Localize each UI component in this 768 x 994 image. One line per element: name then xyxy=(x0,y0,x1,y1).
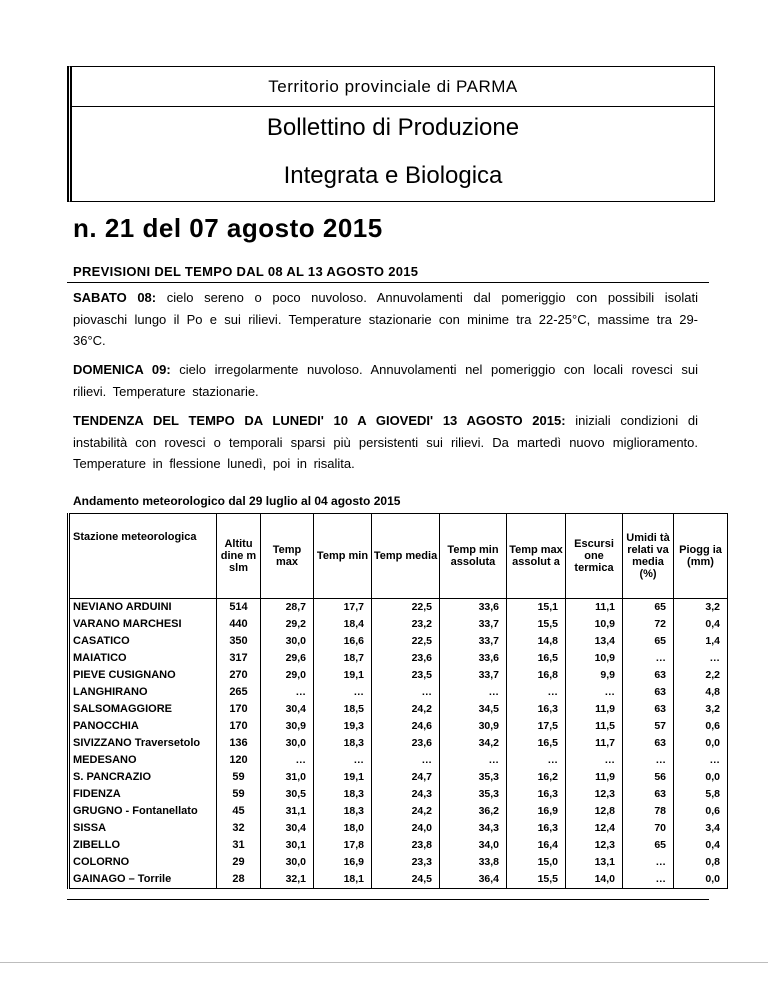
cell-tmin-abs: 35,3 xyxy=(440,769,507,786)
cell-tmax-abs: 15,5 xyxy=(507,871,566,889)
cell-station: COLORNO xyxy=(69,854,217,871)
cell-altitude: 317 xyxy=(217,650,261,667)
cell-rain: 4,8 xyxy=(674,684,728,701)
table-row xyxy=(69,820,728,837)
cell-tmin: … xyxy=(314,684,372,701)
cell-humidity: 78 xyxy=(623,803,674,820)
cell-altitude: 31 xyxy=(217,837,261,854)
cell-tmax-abs: 16,3 xyxy=(507,701,566,718)
cell-rain: 0,0 xyxy=(674,769,728,786)
cell-humidity: 63 xyxy=(623,786,674,803)
cell-altitude: 28 xyxy=(217,871,261,889)
cell-tmax-abs: 16,4 xyxy=(507,837,566,854)
cell-tmax: 30,0 xyxy=(261,633,314,650)
col-header-excursion: Escursi one termica xyxy=(566,514,623,599)
table-row xyxy=(69,616,728,633)
bulletin-number: n. 21 del 07 agosto 2015 xyxy=(73,213,383,243)
table-row xyxy=(69,599,728,617)
cell-tmax-abs: 16,5 xyxy=(507,650,566,667)
cell-altitude: 514 xyxy=(217,599,261,617)
cell-tmin: 18,5 xyxy=(314,701,372,718)
col-header-rain: Piogg ia (mm) xyxy=(674,514,728,599)
header-divider xyxy=(72,106,714,107)
cell-tmax: 30,1 xyxy=(261,837,314,854)
table-row xyxy=(69,718,728,735)
cell-humidity: … xyxy=(623,871,674,889)
cell-rain: 0,0 xyxy=(674,735,728,752)
cell-rain: 0,8 xyxy=(674,854,728,871)
cell-excursion: 10,9 xyxy=(566,616,623,633)
cell-tmax: 30,4 xyxy=(261,820,314,837)
cell-humidity: … xyxy=(623,854,674,871)
trend-label: TENDENZA DEL TEMPO DA LUNEDI' 10 A GIOVEDI' 13 AGOSTO 2015: xyxy=(73,413,566,428)
table-row xyxy=(69,667,728,684)
cell-tmax: 31,1 xyxy=(261,803,314,820)
cell-altitude: 120 xyxy=(217,752,261,769)
cell-rain: 0,4 xyxy=(674,837,728,854)
forecast-trend xyxy=(73,410,698,475)
cell-station: CASATICO xyxy=(69,633,217,650)
cell-tmax: 30,0 xyxy=(261,735,314,752)
cell-excursion: 12,3 xyxy=(566,786,623,803)
cell-station: MEDESANO xyxy=(69,752,217,769)
cell-humidity: 57 xyxy=(623,718,674,735)
cell-tmax-abs: 16,5 xyxy=(507,735,566,752)
cell-rain: 5,8 xyxy=(674,786,728,803)
cell-altitude: 59 xyxy=(217,769,261,786)
bulletin-title-line2: Integrata e Biologica xyxy=(283,162,503,189)
cell-tmax-abs: … xyxy=(507,752,566,769)
cell-tmin: … xyxy=(314,752,372,769)
cell-tmean: 23,6 xyxy=(372,735,440,752)
cell-humidity: 65 xyxy=(623,599,674,617)
cell-tmax: 29,6 xyxy=(261,650,314,667)
page-edge xyxy=(0,962,768,963)
trend-text: iniziali condizioni di instabilità con rovesci o temporali sparsi più persistenti sui rilievi. Da martedì nuovo miglioramento. Temperature in flessione lunedì, poi in risalita. xyxy=(73,413,698,471)
cell-tmean: 23,3 xyxy=(372,854,440,871)
cell-tmax: 30,5 xyxy=(261,786,314,803)
cell-excursion: 12,3 xyxy=(566,837,623,854)
cell-station: PANOCCHIA xyxy=(69,718,217,735)
cell-tmean: 23,6 xyxy=(372,650,440,667)
cell-tmean: 24,2 xyxy=(372,803,440,820)
cell-rain: 3,4 xyxy=(674,820,728,837)
cell-rain: 3,2 xyxy=(674,599,728,617)
cell-tmin-abs: 36,4 xyxy=(440,871,507,889)
table-row xyxy=(69,854,728,871)
col-header-tmin: Temp min xyxy=(314,514,372,599)
cell-altitude: 170 xyxy=(217,718,261,735)
sunday-label: DOMENICA 09: xyxy=(73,362,171,377)
cell-humidity: 63 xyxy=(623,701,674,718)
cell-tmin-abs: 35,3 xyxy=(440,786,507,803)
cell-humidity: 72 xyxy=(623,616,674,633)
cell-excursion: 13,4 xyxy=(566,633,623,650)
cell-excursion: … xyxy=(566,684,623,701)
cell-tmin: 18,3 xyxy=(314,786,372,803)
territory-title: Territorio provinciale di PARMA xyxy=(268,77,518,96)
header-box xyxy=(67,66,715,202)
cell-rain: 0,6 xyxy=(674,718,728,735)
cell-humidity: 56 xyxy=(623,769,674,786)
cell-altitude: 136 xyxy=(217,735,261,752)
saturday-text: cielo sereno o poco nuvoloso. Annuvolamenti dal pomeriggio con possibili isolati piovaschi lungo il Po e sui rilievi. Temperature stazionarie con minime tra 22-25°C, massime tra 29-36°C. xyxy=(73,290,698,348)
cell-station: ZIBELLO xyxy=(69,837,217,854)
cell-altitude: 45 xyxy=(217,803,261,820)
cell-tmin-abs: 33,6 xyxy=(440,650,507,667)
table-row xyxy=(69,803,728,820)
table-header-row xyxy=(69,514,728,599)
cell-tmax: 30,4 xyxy=(261,701,314,718)
cell-altitude: 29 xyxy=(217,854,261,871)
cell-humidity: 63 xyxy=(623,684,674,701)
cell-altitude: 59 xyxy=(217,786,261,803)
cell-tmax-abs: 16,2 xyxy=(507,769,566,786)
cell-station: PIEVE CUSIGNANO xyxy=(69,667,217,684)
table-row xyxy=(69,769,728,786)
cell-tmax-abs: 15,5 xyxy=(507,616,566,633)
cell-tmax-abs: 16,8 xyxy=(507,667,566,684)
cell-tmin-abs: 34,2 xyxy=(440,735,507,752)
cell-excursion: 11,7 xyxy=(566,735,623,752)
col-header-tmin-abs: Temp min assoluta xyxy=(440,514,507,599)
cell-humidity: 65 xyxy=(623,633,674,650)
table-row xyxy=(69,871,728,889)
cell-tmean: … xyxy=(372,752,440,769)
cell-station: SISSA xyxy=(69,820,217,837)
cell-tmin-abs: … xyxy=(440,752,507,769)
cell-tmin: 18,4 xyxy=(314,616,372,633)
cell-humidity: 63 xyxy=(623,735,674,752)
forecast-saturday xyxy=(73,287,698,352)
col-header-humidity: Umidi tà relati va media (%) xyxy=(623,514,674,599)
cell-station: SALSOMAGGIORE xyxy=(69,701,217,718)
table-row xyxy=(69,684,728,701)
cell-tmax-abs: 16,9 xyxy=(507,803,566,820)
cell-tmin-abs: 33,8 xyxy=(440,854,507,871)
cell-rain: 0,6 xyxy=(674,803,728,820)
cell-humidity: 63 xyxy=(623,667,674,684)
cell-tmin: 19,1 xyxy=(314,769,372,786)
cell-tmin-abs: 33,6 xyxy=(440,599,507,617)
cell-tmax: 29,2 xyxy=(261,616,314,633)
cell-rain: … xyxy=(674,752,728,769)
table-body xyxy=(69,599,728,889)
cell-excursion: 10,9 xyxy=(566,650,623,667)
col-header-altitude: Altitu dine m slm xyxy=(217,514,261,599)
cell-station: VARANO MARCHESI xyxy=(69,616,217,633)
cell-tmin-abs: 33,7 xyxy=(440,633,507,650)
cell-tmin-abs: 34,0 xyxy=(440,837,507,854)
cell-altitude: 170 xyxy=(217,701,261,718)
cell-tmax: 29,0 xyxy=(261,667,314,684)
cell-tmean: 23,5 xyxy=(372,667,440,684)
bulletin-title-line1: Bollettino di Produzione xyxy=(266,114,520,141)
cell-tmin: 19,1 xyxy=(314,667,372,684)
cell-tmin-abs: 34,5 xyxy=(440,701,507,718)
table-row xyxy=(69,650,728,667)
cell-tmin: 16,6 xyxy=(314,633,372,650)
cell-excursion: 12,8 xyxy=(566,803,623,820)
cell-station: GRUGNO - Fontanellato xyxy=(69,803,217,820)
cell-tmean: 23,2 xyxy=(372,616,440,633)
cell-tmax: … xyxy=(261,752,314,769)
col-header-tmax-abs: Temp max assolut a xyxy=(507,514,566,599)
cell-tmax-abs: 15,1 xyxy=(507,599,566,617)
cell-tmax-abs: 16,3 xyxy=(507,820,566,837)
cell-altitude: 32 xyxy=(217,820,261,837)
cell-station: GAINAGO – Torrile xyxy=(69,871,217,889)
cell-station: NEVIANO ARDUINI xyxy=(69,599,217,617)
cell-tmin: 18,1 xyxy=(314,871,372,889)
cell-tmin: 17,7 xyxy=(314,599,372,617)
cell-tmin: 18,0 xyxy=(314,820,372,837)
cell-station: LANGHIRANO xyxy=(69,684,217,701)
cell-tmean: … xyxy=(372,684,440,701)
cell-rain: 1,4 xyxy=(674,633,728,650)
cell-humidity: 65 xyxy=(623,837,674,854)
forecast-sunday xyxy=(73,359,698,402)
cell-excursion: 9,9 xyxy=(566,667,623,684)
cell-excursion: 12,4 xyxy=(566,820,623,837)
cell-tmean: 23,8 xyxy=(372,837,440,854)
bottom-rule xyxy=(67,899,709,900)
cell-tmean: 24,6 xyxy=(372,718,440,735)
cell-tmax: 28,7 xyxy=(261,599,314,617)
cell-excursion: … xyxy=(566,752,623,769)
cell-tmin-abs: 33,7 xyxy=(440,616,507,633)
cell-tmax-abs: 16,3 xyxy=(507,786,566,803)
cell-tmax: 30,9 xyxy=(261,718,314,735)
cell-excursion: 13,1 xyxy=(566,854,623,871)
cell-tmax: 30,0 xyxy=(261,854,314,871)
cell-station: FIDENZA xyxy=(69,786,217,803)
sunday-text: cielo irregolarmente nuvoloso. Annuvolamenti nel pomeriggio con locali rovesci sui rilievi. Temperature stazionarie. xyxy=(73,362,699,399)
cell-tmax-abs: … xyxy=(507,684,566,701)
table-row xyxy=(69,786,728,803)
weather-table xyxy=(67,513,728,889)
table-caption: Andamento meteorologico dal 29 luglio al 04 agosto 2015 xyxy=(73,494,401,508)
cell-tmin-abs: 34,3 xyxy=(440,820,507,837)
cell-tmax: 31,0 xyxy=(261,769,314,786)
col-header-tmean: Temp media xyxy=(372,514,440,599)
cell-humidity: 70 xyxy=(623,820,674,837)
saturday-label: SABATO 08: xyxy=(73,290,157,305)
cell-tmin-abs: 33,7 xyxy=(440,667,507,684)
cell-humidity: … xyxy=(623,650,674,667)
forecast-title-rule xyxy=(67,282,709,283)
table-row xyxy=(69,837,728,854)
cell-rain: 0,4 xyxy=(674,616,728,633)
cell-tmin: 18,3 xyxy=(314,803,372,820)
cell-tmean: 24,5 xyxy=(372,871,440,889)
cell-tmin: 19,3 xyxy=(314,718,372,735)
cell-tmax: … xyxy=(261,684,314,701)
cell-tmin-abs: 36,2 xyxy=(440,803,507,820)
cell-humidity: … xyxy=(623,752,674,769)
col-header-station: Stazione meteorologica xyxy=(69,514,217,599)
cell-altitude: 350 xyxy=(217,633,261,650)
cell-tmax: 32,1 xyxy=(261,871,314,889)
cell-tmean: 24,2 xyxy=(372,701,440,718)
cell-tmax-abs: 17,5 xyxy=(507,718,566,735)
cell-tmin-abs: … xyxy=(440,684,507,701)
cell-station: MAIATICO xyxy=(69,650,217,667)
cell-excursion: 11,9 xyxy=(566,701,623,718)
cell-altitude: 270 xyxy=(217,667,261,684)
cell-tmin-abs: 30,9 xyxy=(440,718,507,735)
cell-tmax-abs: 14,8 xyxy=(507,633,566,650)
table-row xyxy=(69,701,728,718)
cell-rain: … xyxy=(674,650,728,667)
cell-station: S. PANCRAZIO xyxy=(69,769,217,786)
cell-tmean: 24,3 xyxy=(372,786,440,803)
cell-tmin: 17,8 xyxy=(314,837,372,854)
cell-tmin: 16,9 xyxy=(314,854,372,871)
table-row xyxy=(69,752,728,769)
cell-excursion: 11,5 xyxy=(566,718,623,735)
cell-tmean: 22,5 xyxy=(372,633,440,650)
cell-rain: 3,2 xyxy=(674,701,728,718)
table-row xyxy=(69,633,728,650)
cell-tmin: 18,3 xyxy=(314,735,372,752)
cell-excursion: 11,1 xyxy=(566,599,623,617)
table-row xyxy=(69,735,728,752)
cell-tmean: 22,5 xyxy=(372,599,440,617)
col-header-tmax: Temp max xyxy=(261,514,314,599)
cell-altitude: 265 xyxy=(217,684,261,701)
cell-tmean: 24,7 xyxy=(372,769,440,786)
cell-excursion: 14,0 xyxy=(566,871,623,889)
cell-excursion: 11,9 xyxy=(566,769,623,786)
cell-tmin: 18,7 xyxy=(314,650,372,667)
cell-altitude: 440 xyxy=(217,616,261,633)
cell-tmax-abs: 15,0 xyxy=(507,854,566,871)
cell-tmean: 24,0 xyxy=(372,820,440,837)
forecast-title: PREVISIONI DEL TEMPO DAL 08 AL 13 AGOSTO 2015 xyxy=(73,264,419,279)
cell-rain: 0,0 xyxy=(674,871,728,889)
cell-rain: 2,2 xyxy=(674,667,728,684)
cell-station: SIVIZZANO Traversetolo xyxy=(69,735,217,752)
